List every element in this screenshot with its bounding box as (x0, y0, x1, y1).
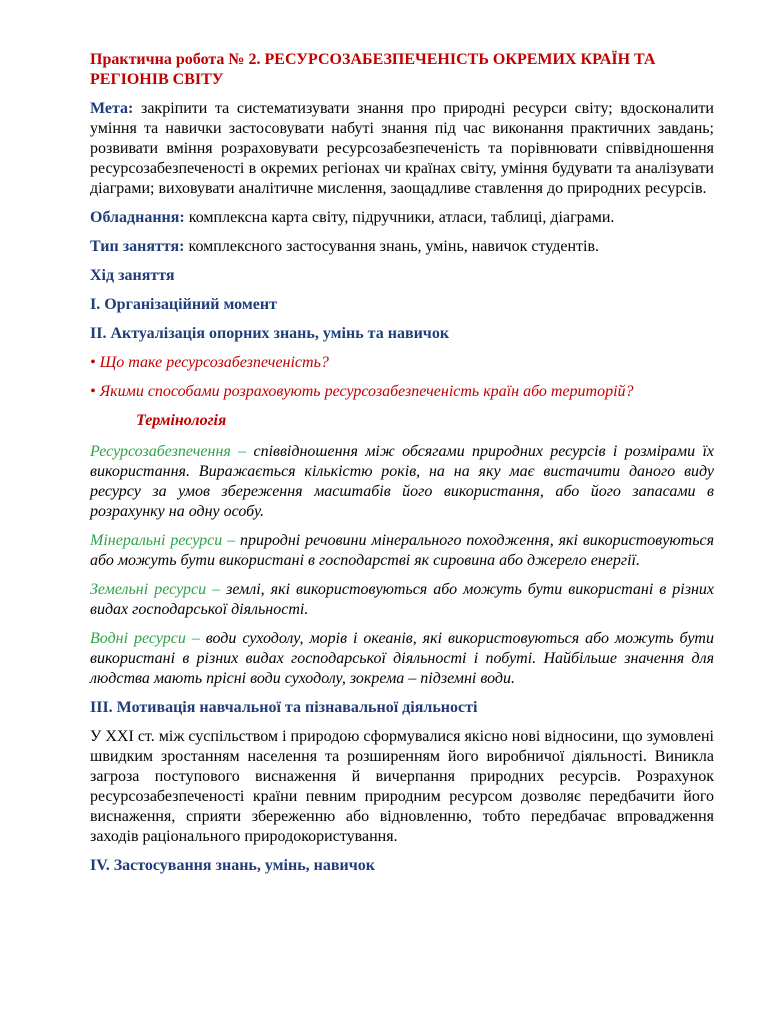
section-heading-3: ІІІ. Мотивація навчальної та пізнавальної діяльності (90, 699, 478, 716)
question-item: • Якими способами розраховують ресурсозабезпеченість країн або територій? (90, 383, 634, 400)
definition-text: співвідношення між обсягами природних ресурсів і розмірами їх використання. Виражається кількістю років, на на яку має вистачити даного виду ресурсу за умов збереження масштабів його використання, або його запасами в розрахунку на одну особу. (90, 443, 714, 520)
equipment-paragraph (90, 208, 714, 228)
definition-item (90, 531, 714, 571)
page-title: Практична робота № 2. РЕСУРСОЗАБЕЗПЕЧЕНІСТЬ ОКРЕМИХ КРАЇН ТА РЕГІОНІВ СВІТУ (90, 51, 656, 88)
goal-label: Мета: (90, 100, 134, 117)
definition-term: Водні ресурси – (90, 630, 200, 647)
definition-term: Мінеральні ресурси – (90, 532, 236, 549)
motivation-paragraph: У ХХІ ст. між суспільством і природою сформувалися якісно нові відносини, що зумовлені швидким зростанням населення та розширенням його виробничої діяльності. Виникла загроза поступового виснаження й вичерпання природних ресурсів. Розрахунок ресурсозабезпеченості країни певним природним ресурсом дозволяє передбачити його виснаження, сприяти збереженню або відновленню, тобто передбачає впровадження заходів раціонального природокористування. (90, 728, 714, 845)
goal-paragraph (90, 99, 714, 199)
definition-item (90, 580, 714, 620)
question-item: • Що таке ресурсозабезпеченість? (90, 354, 329, 371)
definition-term: Земельні ресурси – (90, 581, 221, 598)
section-heading-1: І. Організаційний момент (90, 296, 277, 313)
section-heading-2: ІІ. Актуалізація опорних знань, умінь та навичок (90, 325, 450, 342)
document-page (90, 50, 714, 876)
definition-item (90, 629, 714, 689)
definition-text: води суходолу, морів і океанів, які використовуються або можуть бути використані в різних видах господарської діяльності і побуті. Найбільше значення для людства мають прісні води суходолу, зокрема – підземні води. (90, 630, 714, 687)
course-heading: Хід заняття (90, 267, 175, 284)
definition-text: землі, які використовуються або можуть бути використані в різних видах господарської діяльності. (90, 581, 714, 618)
lesson-type-text: комплексного застосування знань, умінь, навичок студентів. (184, 238, 600, 255)
section-heading-4: ІV. Застосування знань, умінь, навичок (90, 857, 375, 874)
lesson-type-paragraph (90, 237, 714, 257)
definition-term: Ресурсозабезпечення – (90, 443, 247, 460)
goal-text: закріпити та систематизувати знання про природні ресурси світу; вдосконалити уміння та навички застосовувати набуті знання під час виконання практичних завдань; розвивати вміння розраховувати ресурсозабезпеченість та порівнювати співвідношення ресурсозабезпеченості в окремих регіонах чи країнах світу, уміння будувати та аналізувати діаграми; виховувати аналітичне мислення, заощадливе ставлення до природних ресурсів. (90, 100, 714, 197)
definition-text: природні речовини мінерального походження, які використовуються або можуть бути використані в господарстві як сировина або джерело енергії. (90, 532, 715, 569)
terminology-title: Термінологія (136, 412, 227, 429)
lesson-type-label: Тип заняття: (90, 238, 185, 255)
equipment-text: комплексна карта світу, підручники, атласи, таблиці, діаграми. (184, 209, 615, 226)
equipment-label: Обладнання: (90, 209, 185, 226)
definition-item (90, 442, 714, 522)
